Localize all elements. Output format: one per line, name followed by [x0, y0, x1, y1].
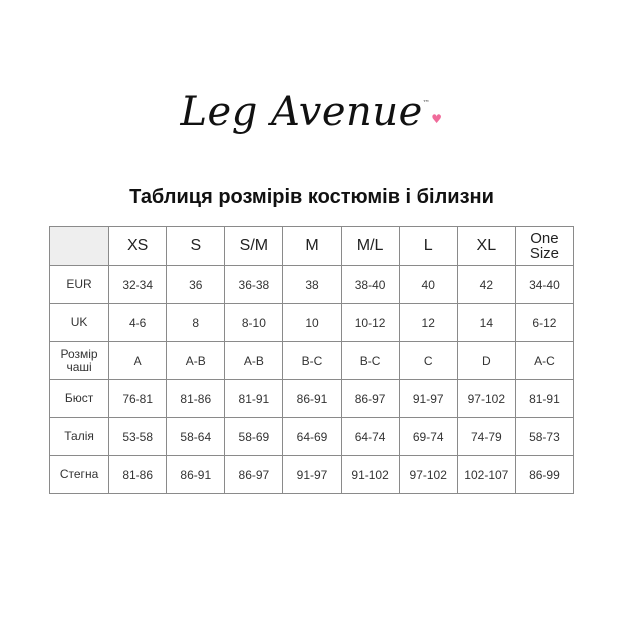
- table-cell: 86-97: [341, 380, 399, 418]
- table-cell: 58-64: [167, 418, 225, 456]
- size-chart-table: [49, 226, 574, 494]
- size-header-xs: XS: [109, 227, 167, 266]
- table-cell: 86-91: [167, 456, 225, 494]
- table-cell: B-C: [283, 342, 341, 380]
- table-cell: 32-34: [109, 266, 167, 304]
- table-cell: 91-97: [399, 380, 457, 418]
- table-cell: 42: [457, 266, 515, 304]
- heart-icon: ♥: [431, 112, 443, 126]
- table-cell: 38: [283, 266, 341, 304]
- one-size-label: One Size: [529, 230, 560, 262]
- size-header-one-size: [515, 227, 573, 266]
- brand-logo-text: Leg Avenue: [180, 89, 423, 135]
- table-cell: D: [457, 342, 515, 380]
- table-cell: 97-102: [457, 380, 515, 418]
- table-row-bust: [50, 380, 574, 418]
- table-cell: 8: [167, 304, 225, 342]
- table-cell: 38-40: [341, 266, 399, 304]
- row-label: [50, 342, 109, 380]
- table-row-cup-size: [50, 342, 574, 380]
- size-header-s: S: [167, 227, 225, 266]
- row-label: EUR: [50, 266, 109, 304]
- row-label: UK: [50, 304, 109, 342]
- table-cell: A-B: [225, 342, 283, 380]
- table-cell: 81-91: [225, 380, 283, 418]
- table-cell: 81-86: [167, 380, 225, 418]
- table-cell: 86-99: [515, 456, 573, 494]
- table-row-uk: [50, 304, 574, 342]
- table-cell: 58-69: [225, 418, 283, 456]
- table-cell: A: [109, 342, 167, 380]
- table-cell: 6-12: [515, 304, 573, 342]
- table-cell: 97-102: [399, 456, 457, 494]
- table-cell: 8-10: [225, 304, 283, 342]
- table-cell: 10-12: [341, 304, 399, 342]
- size-header-l: L: [399, 227, 457, 266]
- table-cell: 34-40: [515, 266, 573, 304]
- table-cell: B-C: [341, 342, 399, 380]
- table-cell: 40: [399, 266, 457, 304]
- table-cell: 86-97: [225, 456, 283, 494]
- table-cell: 76-81: [109, 380, 167, 418]
- table-cell: 102-107: [457, 456, 515, 494]
- brand-logo: [0, 78, 623, 144]
- table-cell: 91-97: [283, 456, 341, 494]
- table-cell: A-B: [167, 342, 225, 380]
- table-cell: 14: [457, 304, 515, 342]
- row-label: Стегна: [50, 456, 109, 494]
- table-cell: 86-91: [283, 380, 341, 418]
- table-row-eur: [50, 266, 574, 304]
- header-corner-cell: [50, 227, 109, 266]
- table-cell: 69-74: [399, 418, 457, 456]
- table-cell: 81-91: [515, 380, 573, 418]
- size-header-xl: XL: [457, 227, 515, 266]
- table-cell: C: [399, 342, 457, 380]
- table-cell: 81-86: [109, 456, 167, 494]
- table-cell: 53-58: [109, 418, 167, 456]
- size-header-row: [50, 227, 574, 266]
- table-cell: 10: [283, 304, 341, 342]
- size-header-m-l: M/L: [341, 227, 399, 266]
- row-label-text: Розмір чаші: [60, 346, 98, 374]
- table-cell: 36-38: [225, 266, 283, 304]
- table-cell: 12: [399, 304, 457, 342]
- table-cell: 36: [167, 266, 225, 304]
- trademark-mark: ™: [422, 99, 431, 107]
- row-label: Талія: [50, 418, 109, 456]
- size-header-s-m: S/M: [225, 227, 283, 266]
- size-header-m: M: [283, 227, 341, 266]
- table-cell: 64-69: [283, 418, 341, 456]
- table-cell: 58-73: [515, 418, 573, 456]
- table-cell: 91-102: [341, 456, 399, 494]
- table-row-waist: [50, 418, 574, 456]
- table-cell: 74-79: [457, 418, 515, 456]
- table-cell: 4-6: [109, 304, 167, 342]
- page-title: Таблиця розмірів костюмів і білизни: [129, 186, 494, 208]
- table-row-hips: [50, 456, 574, 494]
- row-label: Бюст: [50, 380, 109, 418]
- table-cell: 64-74: [341, 418, 399, 456]
- table-cell: A-C: [515, 342, 573, 380]
